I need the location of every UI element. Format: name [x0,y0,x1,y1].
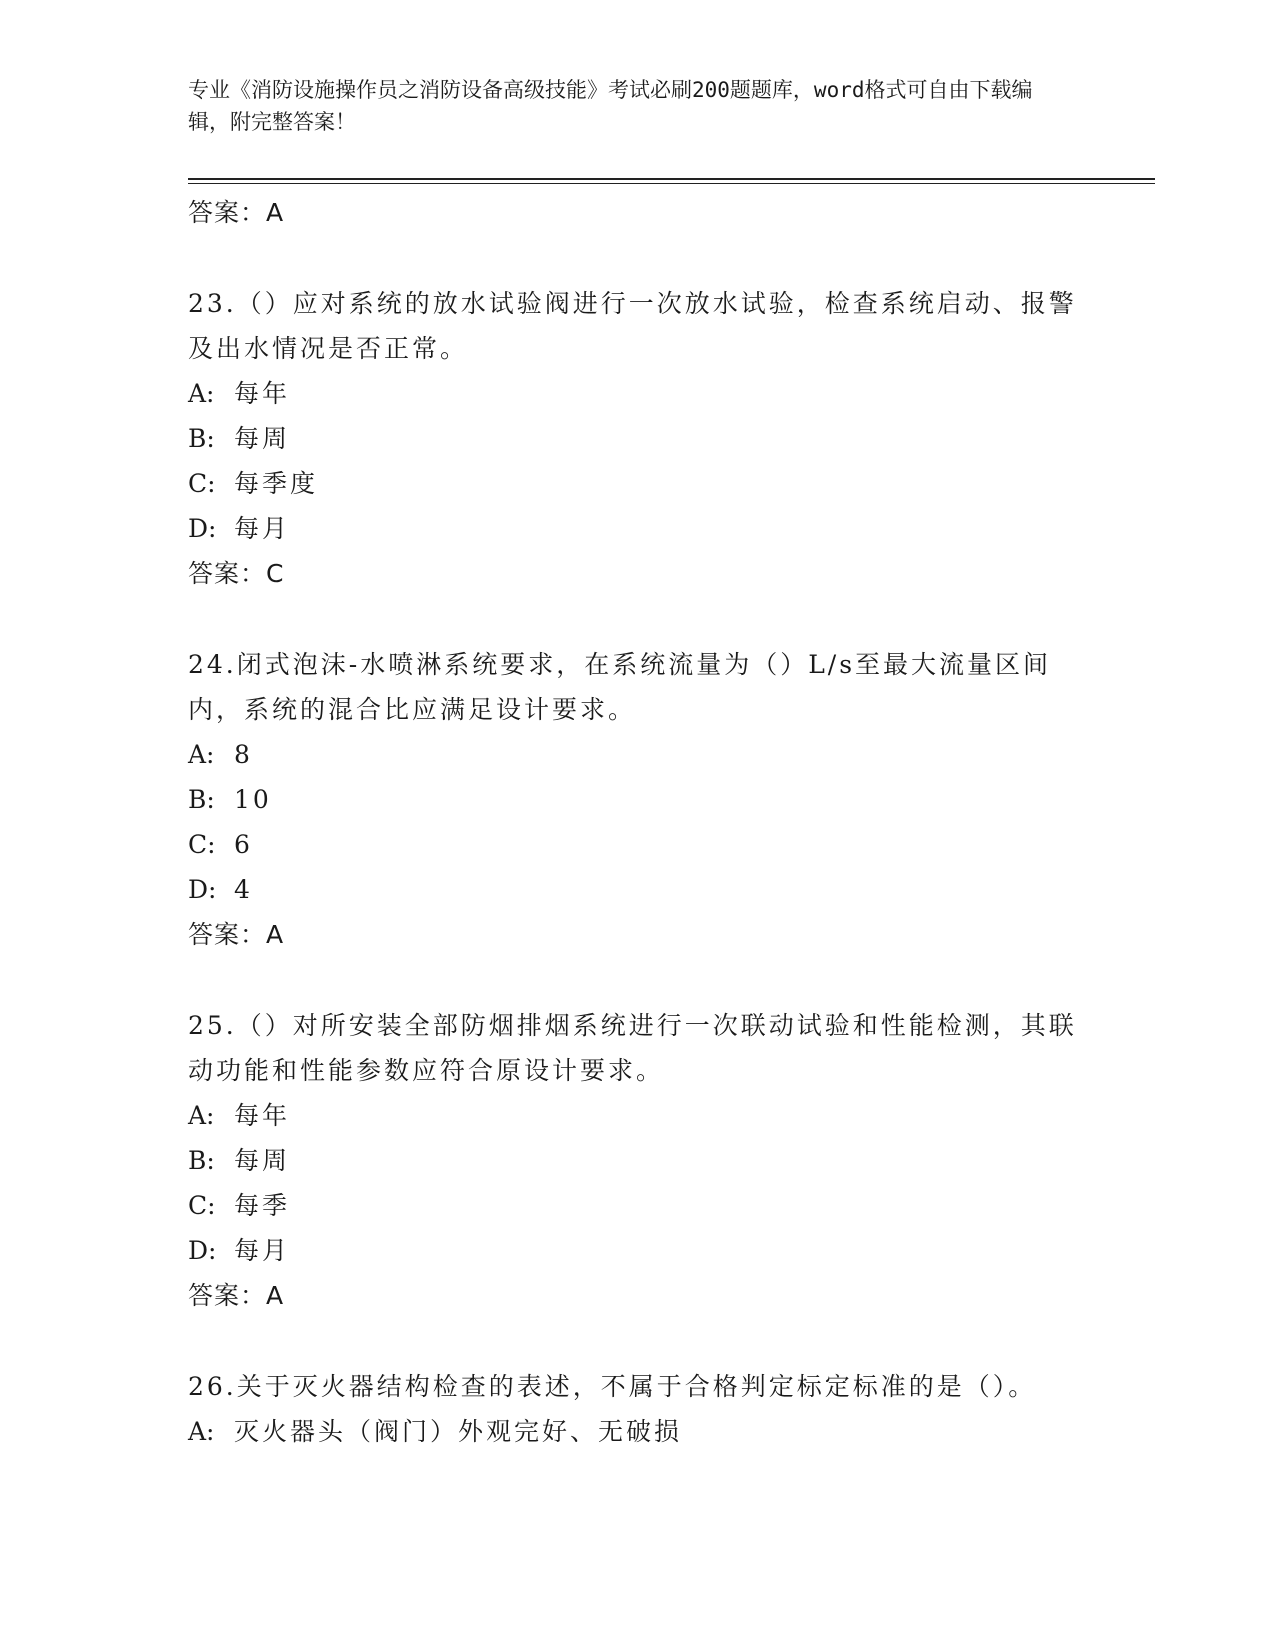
option-letter: A: [188,1417,215,1446]
option-d [188,867,1088,912]
option-text: 每年 [234,1101,291,1130]
option-text: 8 [234,740,253,769]
option-text: 每季度 [234,469,319,498]
option-letter: C: [188,830,216,859]
answer-line: 答案：A [188,1281,285,1310]
option-c [188,461,1088,506]
question-block [188,281,1088,596]
option-text: 每月 [234,1236,291,1265]
question-block [188,642,1088,957]
option-b [188,777,1088,822]
option-c [188,1183,1088,1228]
option-a [188,732,1088,777]
question-block [188,1003,1088,1318]
question-list [188,190,1088,1454]
option-letter: D: [188,514,217,543]
option-a [188,371,1088,416]
option-text: 4 [234,875,253,904]
option-letter: B: [188,785,215,814]
option-text: 6 [234,830,253,859]
question-text: 26.关于灭火器结构检查的表述，不属于合格判定标定标准的是（）。 [188,1372,1037,1401]
option-text: 每周 [234,424,291,453]
answer-line: 答案：A [188,198,285,227]
option-d [188,506,1088,551]
option-b [188,416,1088,461]
option-letter: C: [188,1191,216,1220]
document-header: 专业《消防设施操作员之消防设备高级技能》考试必刷200题题库，word格式可自由下载编辑，附完整答案！ [188,78,1033,134]
option-letter: B: [188,424,215,453]
option-d [188,1228,1088,1273]
answer-line: 答案：A [188,920,285,949]
question-block [188,1364,1088,1454]
option-text: 每年 [234,379,291,408]
option-letter: C: [188,469,216,498]
option-a [188,1093,1088,1138]
header-divider-thin [188,183,1155,184]
option-text: 每周 [234,1146,291,1175]
option-b [188,1138,1088,1183]
option-text: 每月 [234,514,291,543]
question-text: 25.（）对所安装全部防烟排烟系统进行一次联动试验和性能检测，其联动功能和性能参数应符合原设计要求。 [188,1011,1077,1085]
option-letter: B: [188,1146,215,1175]
option-letter: A: [188,740,215,769]
answer-line: 答案：C [188,559,285,588]
option-text: 灭火器头（阀门）外观完好、无破损 [234,1417,683,1446]
question-text: 24.闭式泡沫-水喷淋系统要求，在系统流量为（）L/s至最大流量区间内，系统的混合比应满足设计要求。 [188,650,1052,724]
question-text: 23.（）应对系统的放水试验阀进行一次放水试验，检查系统启动、报警及出水情况是否正常。 [188,289,1077,363]
option-text: 每季 [234,1191,291,1220]
option-a [188,1409,1088,1454]
option-c [188,822,1088,867]
option-letter: A: [188,379,215,408]
option-letter: A: [188,1101,215,1130]
option-letter: D: [188,1236,217,1265]
option-text: 10 [234,785,272,814]
option-letter: D: [188,875,217,904]
header-divider-thick [188,178,1155,180]
